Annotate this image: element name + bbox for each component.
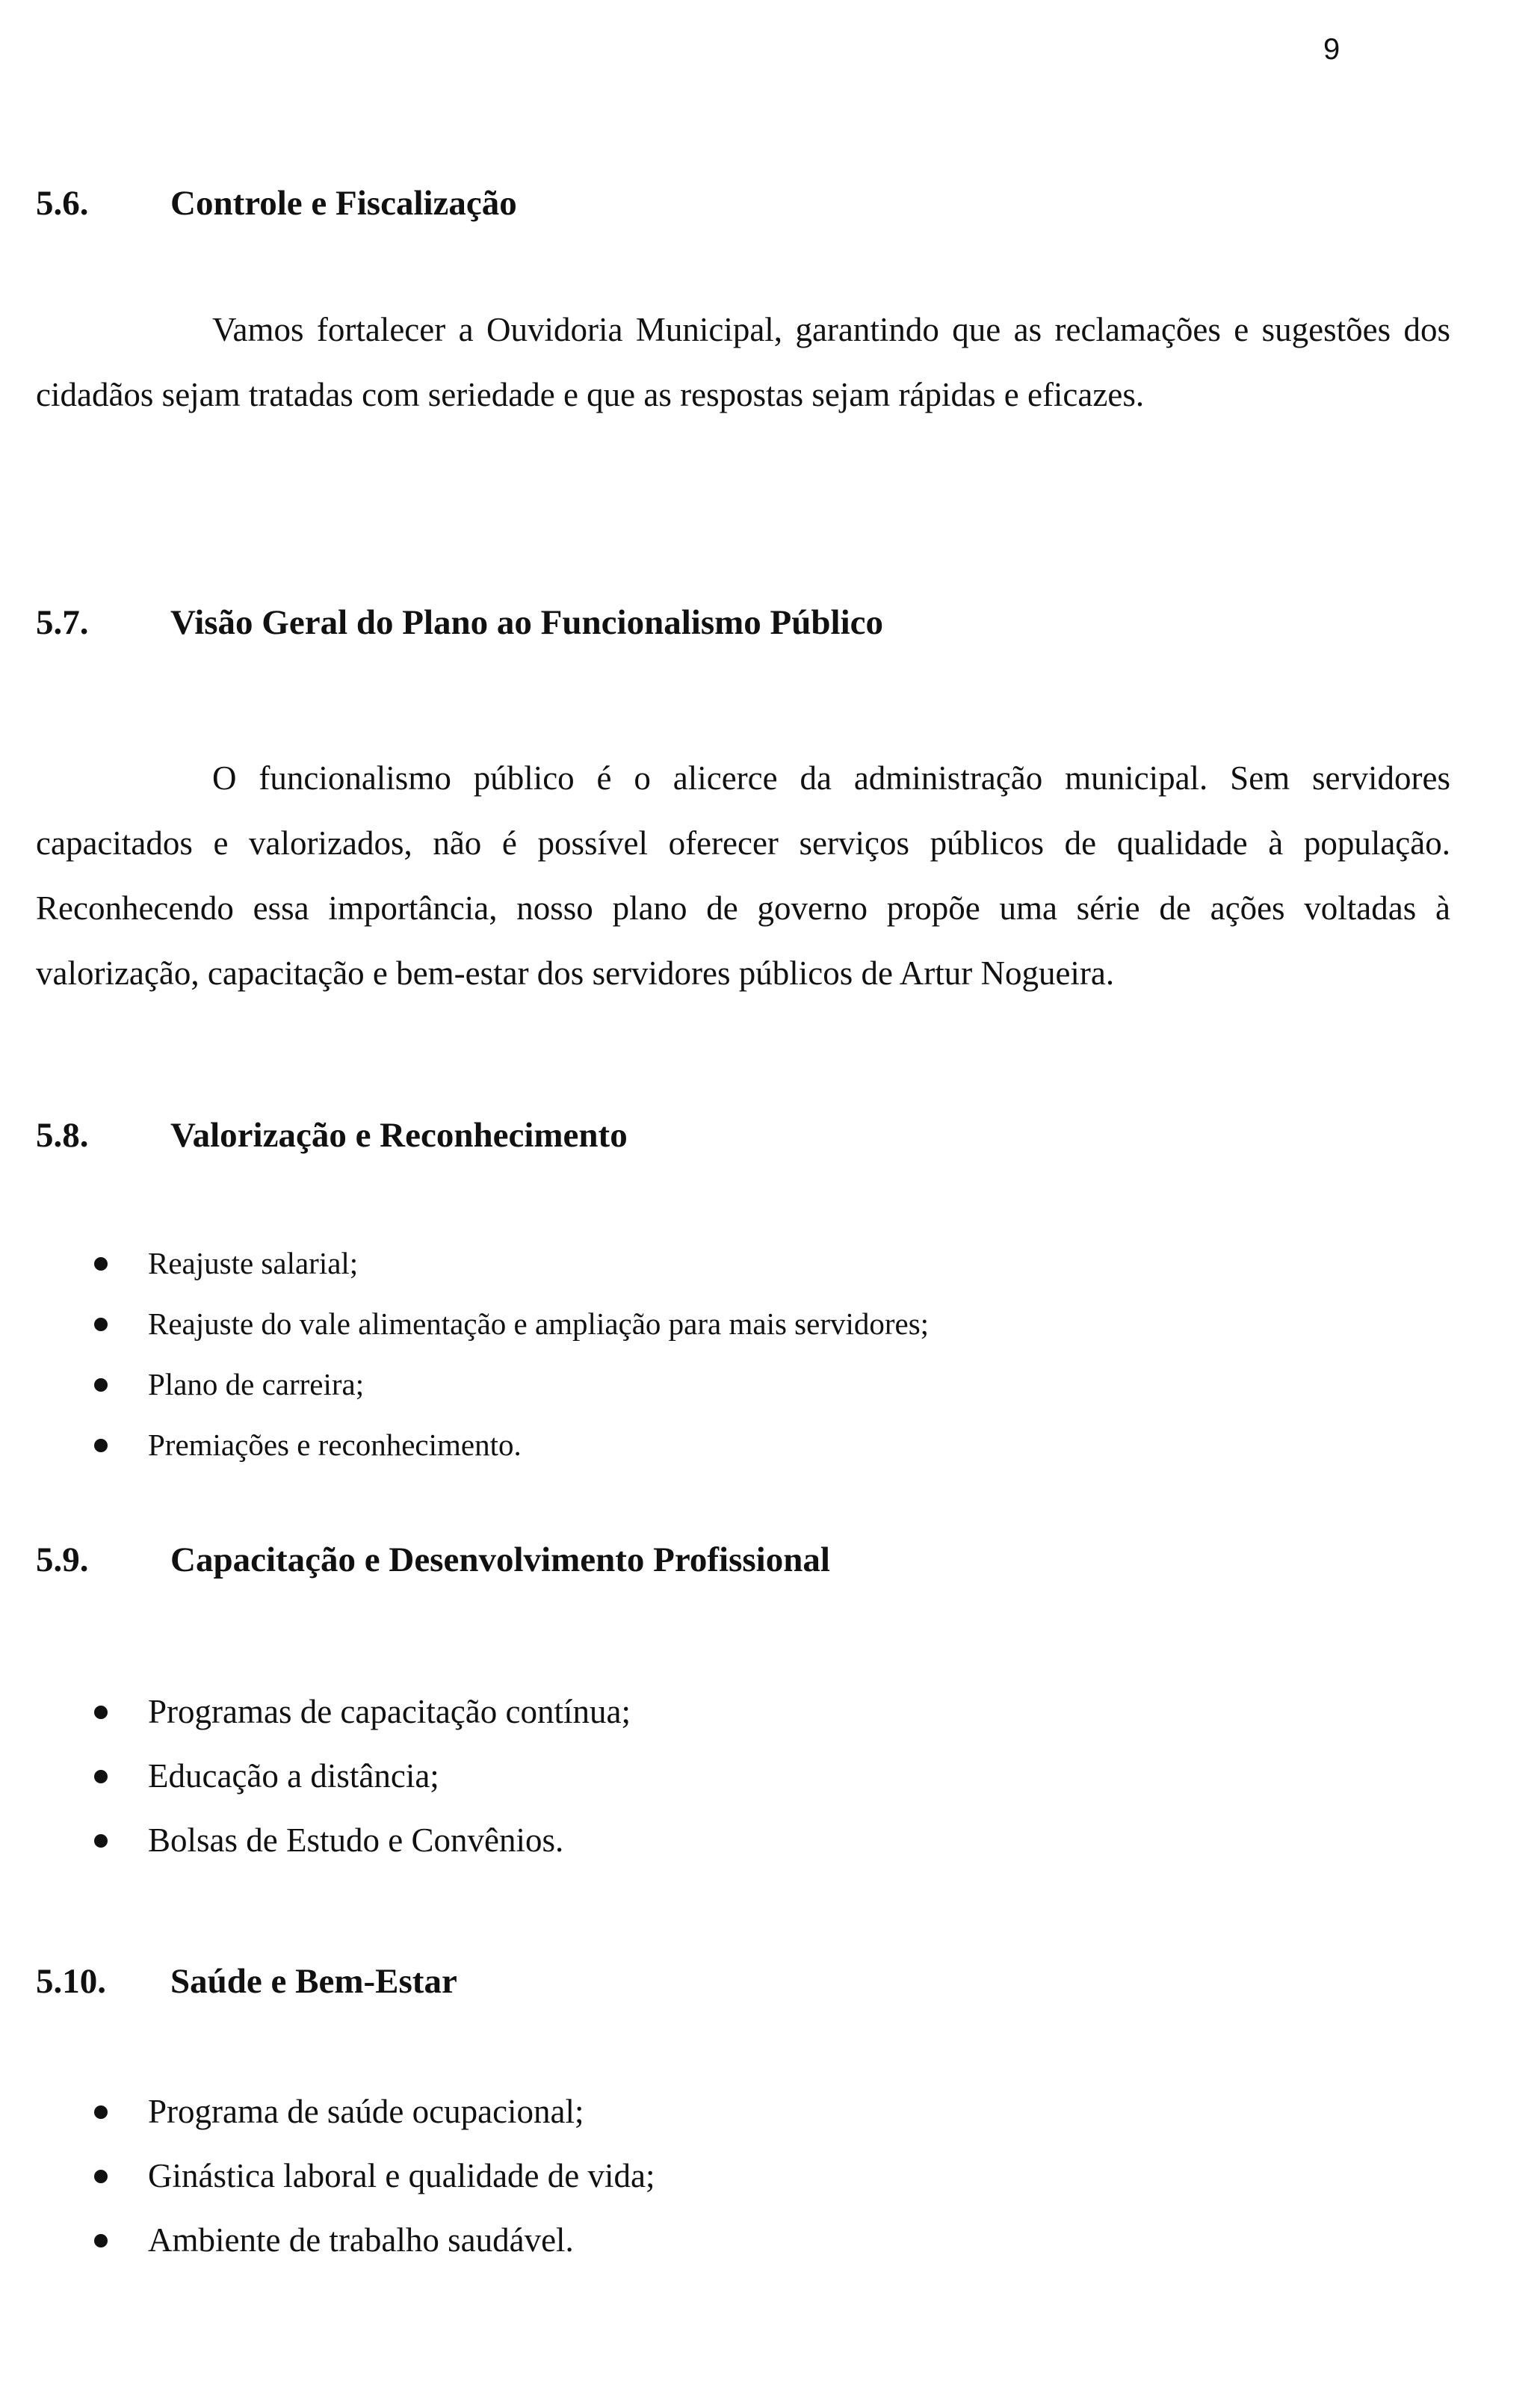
list-item: Reajuste salarial; bbox=[36, 1241, 929, 1301]
bullet-icon bbox=[94, 2170, 108, 2183]
bullet-icon bbox=[94, 1378, 108, 1392]
section-number: 5.9. bbox=[36, 1540, 89, 1579]
section-heading bbox=[36, 1540, 830, 1580]
section-title: Saúde e Bem-Estar bbox=[170, 1962, 457, 2001]
list-item: Bolsas de Estudo e Convênios. bbox=[36, 1815, 631, 1880]
section-number: 5.6. bbox=[36, 184, 89, 223]
list-item: Premiações e reconhecimento. bbox=[36, 1422, 929, 1483]
section-title: Visão Geral do Plano ao Funcionalismo Público bbox=[170, 603, 883, 642]
list-item: Plano de carreira; bbox=[36, 1362, 929, 1422]
section-paragraph bbox=[36, 297, 1450, 428]
list-item: Programa de saúde ocupacional; bbox=[36, 2087, 655, 2151]
bullet-icon bbox=[94, 1706, 108, 1719]
list-item: Ambiente de trabalho saudável. bbox=[36, 2215, 655, 2280]
list-item: Reajuste do vale alimentação e ampliação para mais servidores; bbox=[36, 1301, 929, 1362]
page-number: 9 bbox=[1323, 33, 1340, 66]
section-title: Valorização e Reconhecimento bbox=[170, 1116, 628, 1155]
bullet-icon bbox=[94, 1834, 108, 1848]
section-title: Capacitação e Desenvolvimento Profissional bbox=[170, 1540, 830, 1579]
bullet-list bbox=[36, 1241, 929, 1483]
bullet-icon bbox=[94, 1318, 108, 1331]
section-heading bbox=[36, 1115, 628, 1156]
section-number: 5.8. bbox=[36, 1116, 89, 1155]
bullet-icon bbox=[94, 1439, 108, 1452]
bullet-icon bbox=[94, 2105, 108, 2119]
bullet-icon bbox=[94, 2234, 108, 2247]
section-title: Controle e Fiscalização bbox=[170, 184, 517, 223]
bullet-list bbox=[36, 1687, 631, 1880]
list-item: Programas de capacitação contínua; bbox=[36, 1687, 631, 1751]
section-heading bbox=[36, 183, 517, 223]
bullet-icon bbox=[94, 1770, 108, 1783]
section-heading bbox=[36, 1961, 457, 2002]
section-paragraph bbox=[36, 746, 1450, 1006]
section-number: 5.10. bbox=[36, 1962, 106, 2001]
section-heading bbox=[36, 602, 883, 643]
bullet-list bbox=[36, 2087, 655, 2280]
list-item: Educação a distância; bbox=[36, 1751, 631, 1815]
bullet-icon bbox=[94, 1257, 108, 1271]
paragraph-text: O funcionalismo público é o alicerce da administração municipal. Sem servidores capacitados e valorizados, não é possível oferecer serviços públicos de qualidade à população. Reconhecendo essa importância, nosso plano de governo propõe uma série de ações voltadas à valorização, capacitação e bem-estar dos servidores públicos de Artur Nogueira. bbox=[36, 759, 1450, 992]
paragraph-text: Vamos fortalecer a Ouvidoria Municipal, garantindo que as reclamações e sugestões dos cidadãos sejam tratadas com seriedade e que as respostas sejam rápidas e eficazes. bbox=[36, 311, 1450, 413]
list-item: Ginástica laboral e qualidade de vida; bbox=[36, 2151, 655, 2215]
section-number: 5.7. bbox=[36, 603, 89, 642]
